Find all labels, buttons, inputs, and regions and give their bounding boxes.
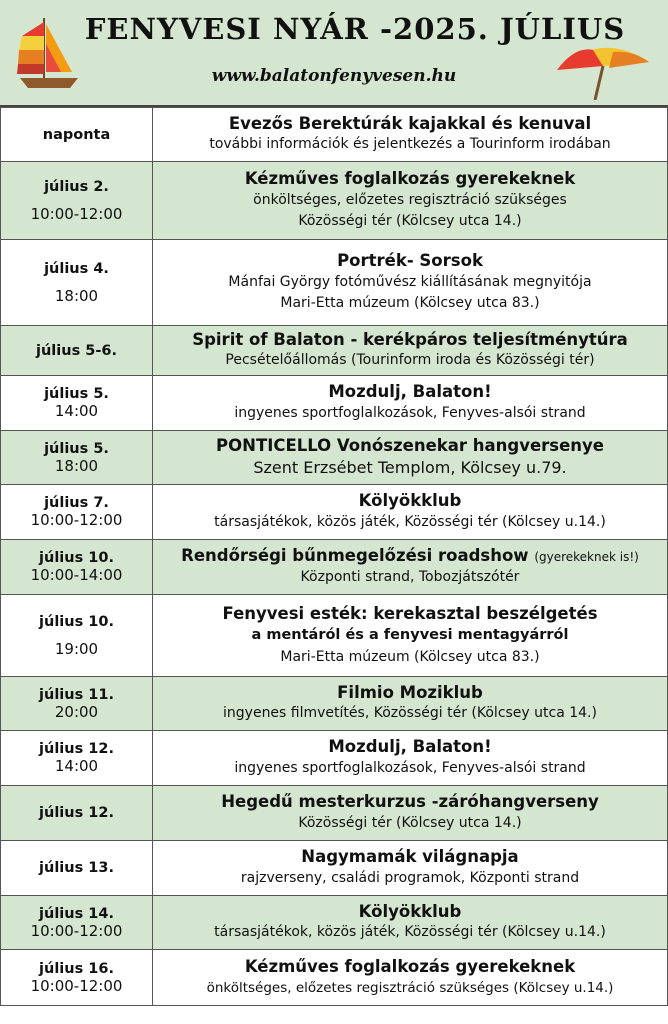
date-cell: július 5. 14:00 [1, 376, 153, 431]
table-row [1, 896, 668, 950]
table-row [1, 786, 668, 841]
table-row [1, 540, 668, 595]
date-cell: július 5. 18:00 [1, 431, 153, 485]
date-cell: július 16. 10:00-12:00 [1, 950, 153, 1006]
date-cell: július 11. 20:00 [1, 677, 153, 731]
event-cell: Portrék- Sorsok Mánfai György fotóművész kiállításának megnyitója Mari-Etta múzeum (Kölcsey utca 83.) [153, 240, 668, 326]
table-row [1, 240, 668, 326]
date-cell: július 5-6. [1, 326, 153, 376]
table-row [1, 950, 668, 1006]
table-row [1, 485, 668, 540]
table-row [1, 595, 668, 677]
date-cell: július 7. 10:00-12:00 [1, 485, 153, 540]
event-cell: Kölyökklub társasjátékok, közös játék, Közösségi tér (Kölcsey u.14.) [153, 485, 668, 540]
website-url: www.balatonfenyvesen.hu [211, 66, 457, 86]
date-cell: július 4. 18:00 [1, 240, 153, 326]
date-cell: július 10. 19:00 [1, 595, 153, 677]
table-row [1, 326, 668, 376]
event-cell: Spirit of Balaton - kerékpáros teljesítménytúra Pecsételőállomás (Tourinform iroda és Közösségi tér) [153, 326, 668, 376]
event-cell: Mozdulj, Balaton! ingyenes sportfoglalkozások, Fenyves-alsói strand [153, 376, 668, 431]
date-cell: július 2. 10:00-12:00 [1, 162, 153, 240]
event-cell: Kölyökklub társasjátékok, közös játék, Közösségi tér (Kölcsey u.14.) [153, 896, 668, 950]
date-cell: július 12. [1, 786, 153, 841]
table-row [1, 108, 668, 162]
date-cell: július 12. 14:00 [1, 731, 153, 786]
event-cell: Hegedű mesterkurzus -záróhangverseny Közösségi tér (Kölcsey utca 14.) [153, 786, 668, 841]
date-cell: naponta [1, 108, 153, 162]
table-row [1, 376, 668, 431]
table-row [1, 431, 668, 485]
date-cell: július 13. [1, 841, 153, 896]
program-table [0, 107, 668, 1006]
table-row [1, 162, 668, 240]
event-cell: Fenyvesi esték: kerekasztal beszélgetés a mentáról és a fenyvesi mentagyárról Mari-Etta múzeum (Kölcsey utca 83.) [153, 595, 668, 677]
table-row [1, 841, 668, 896]
event-cell: Filmio Moziklub ingyenes filmvetítés, Közösségi tér (Kölcsey utca 14.) [153, 677, 668, 731]
event-cell: Kézműves foglalkozás gyerekeknek önköltséges, előzetes regisztráció szükséges Közösségi tér (Kölcsey utca 14.) [153, 162, 668, 240]
event-cell: PONTICELLO Vonószenekar hangversenye Szent Erzsébet Templom, Kölcsey u.79. [153, 431, 668, 485]
event-cell: Evezős Berektúrák kajakkal és kenuval további információk és jelentkezés a Tourinform irodában [153, 108, 668, 162]
date-cell: július 14. 10:00-12:00 [1, 896, 153, 950]
event-cell: Rendőrségi bűnmegelőzési roadshow (gyerekeknek is!) Központi strand, Tobozjátszótér [153, 540, 668, 595]
date-cell: július 10. 10:00-14:00 [1, 540, 153, 595]
poster-header [0, 0, 668, 107]
beach-umbrella-icon [553, 38, 653, 100]
event-cell: Kézműves foglalkozás gyerekeknek önköltséges, előzetes regisztráció szükséges (Kölcsey u.14.) [153, 950, 668, 1006]
event-cell: Mozdulj, Balaton! ingyenes sportfoglalkozások, Fenyves-alsói strand [153, 731, 668, 786]
poster-title: FENYVESI NYÁR -2025. JÚLIUS [84, 12, 626, 46]
table-row [1, 677, 668, 731]
table-row [1, 731, 668, 786]
event-cell: Nagymamák világnapja rajzverseny, családi programok, Központi strand [153, 841, 668, 896]
